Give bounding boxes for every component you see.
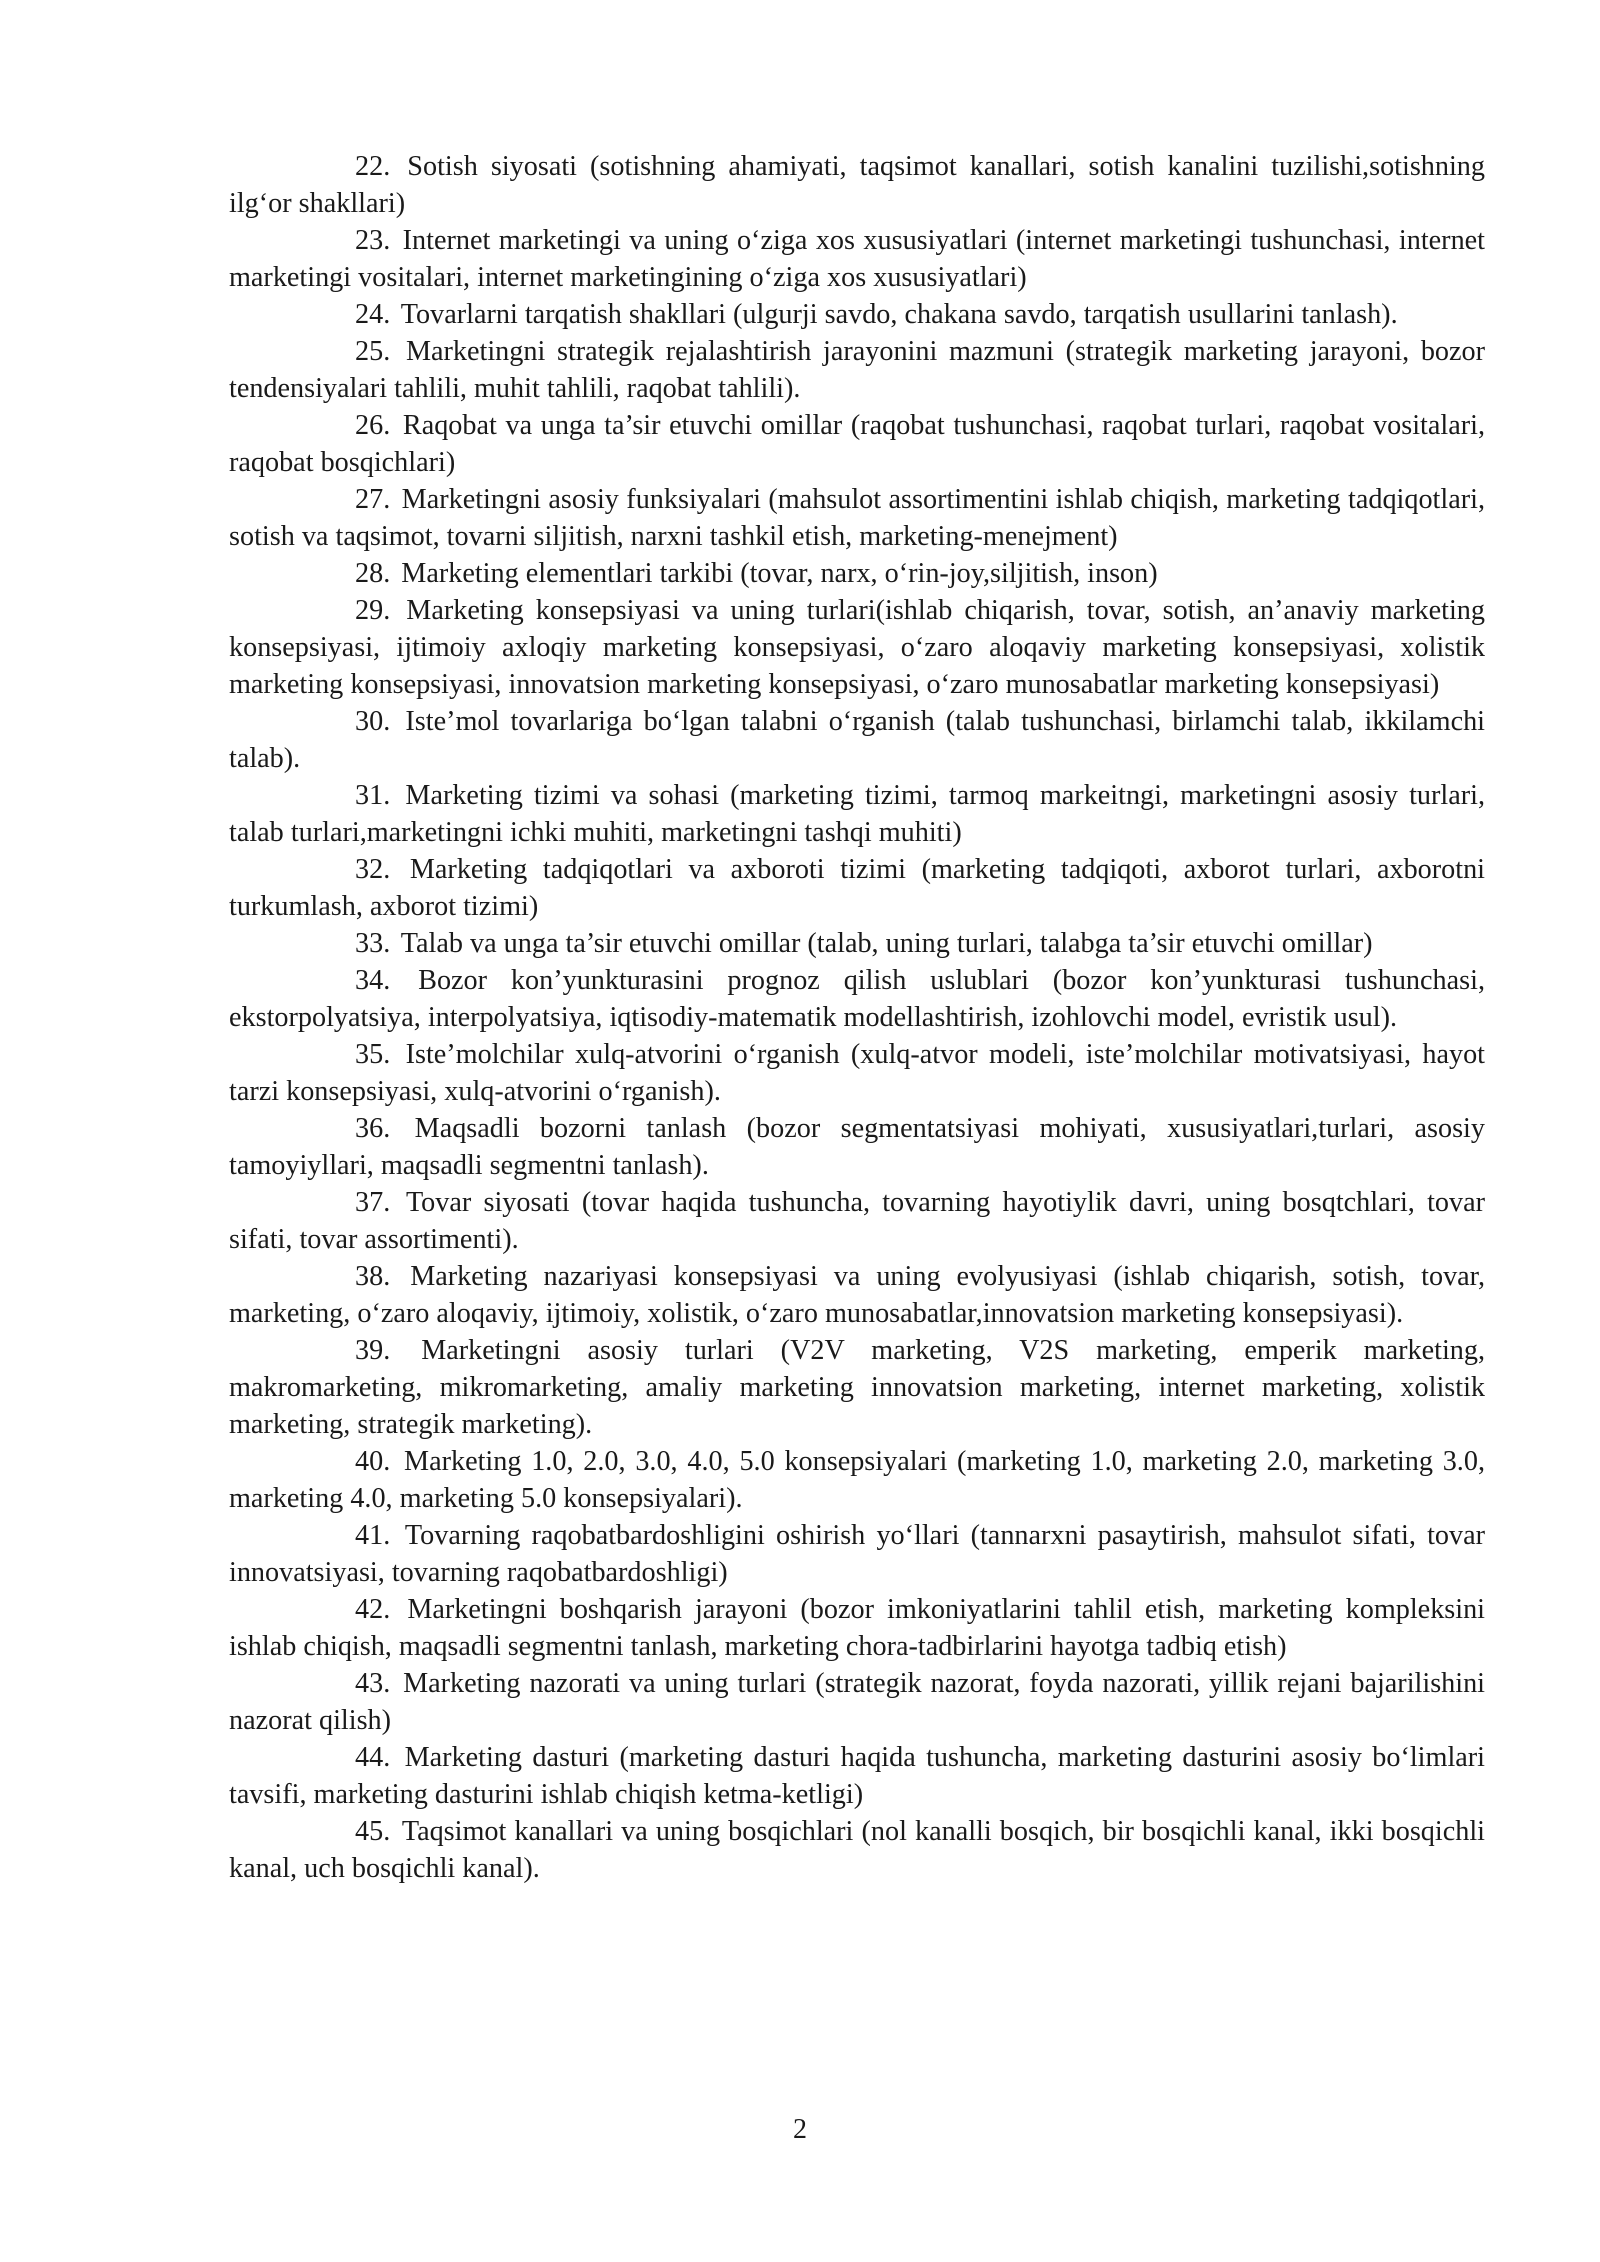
item-text: Tovarlarni tarqatish shakllari (ulgurji savdo, chakana savdo, tarqatish usullarini tanlash). (400, 299, 1398, 330)
item-text: Marketingni asosiy turlari (V2V marketing, V2S marketing, emperik marketing, makromarketing, mikromarketing, amaliy marketing innovatsion marketing, internet marketing, xolistik marketing, strategik marketing). (229, 1335, 1486, 1440)
item-number: 29. (355, 595, 391, 626)
item-number: 34. (355, 965, 391, 996)
item-text: Tovar siyosati (tovar haqida tushuncha, tovarning hayotiylik davri, uning bosqtchlari, tovar sifati, tovar assortimenti). (229, 1187, 1485, 1255)
item-number: 31. (355, 780, 391, 811)
item-number: 28. (355, 558, 391, 589)
item-number: 30. (355, 706, 391, 737)
list-item (229, 1110, 1485, 1184)
item-text: Maqsadli bozorni tanlash (bozor segmentatsiyasi mohiyati, xususiyatlari,turlari, asosiy tamoyiyllari, maqsadli segmentni tanlash). (229, 1113, 1485, 1181)
list-item (229, 1665, 1485, 1739)
list-item (229, 555, 1485, 592)
list-item (229, 1332, 1485, 1443)
list-item (229, 1184, 1485, 1258)
item-text: Talab va unga ta’sir etuvchi omillar (talab, uning turlari, talabga ta’sir etuvchi omillar) (400, 928, 1373, 959)
list-item (229, 148, 1485, 222)
item-number: 45. (355, 1816, 391, 1847)
item-text: Bozor kon’yunkturasini prognoz qilish uslublari (bozor kon’yunkturasi tushunchasi, ekstorpolyatsiya, interpolyatsiya, iqtisodiy-matematik modellashtirish, izohlovchi model, evristik usul). (229, 965, 1485, 1033)
item-number: 40. (355, 1446, 391, 1477)
item-number: 38. (355, 1261, 391, 1292)
list-item (229, 1591, 1485, 1665)
item-number: 32. (355, 854, 391, 885)
list-item (229, 296, 1485, 333)
item-text: Marketing tizimi va sohasi (marketing tizimi, tarmoq markeitngi, marketingni asosiy turlari, talab turlari,marketingni ichki muhiti, marketingni tashqi muhiti) (229, 780, 1486, 848)
list-item (229, 851, 1485, 925)
item-text: Marketing nazariyasi konsepsiyasi va uning evolyusiyasi (ishlab chiqarish, sotish, tovar, marketing, o‘zaro aloqaviy, ijtimoiy, xolistik, o‘zaro munosabatlar,innovatsion marketing konsepsiyasi). (229, 1261, 1485, 1329)
item-number: 43. (355, 1668, 391, 1699)
document-page (229, 148, 1485, 1887)
list-item (229, 777, 1485, 851)
item-text: Iste’mol tovarlariga bo‘lgan talabni o‘rganish (talab tushunchasi, birlamchi talab, ikkilamchi talab). (229, 706, 1486, 774)
list-item (229, 1813, 1485, 1887)
item-number: 42. (355, 1594, 391, 1625)
item-text: Sotish siyosati (sotishning ahamiyati, taqsimot kanallari, sotish kanalini tuzilishi,sotishning ilg‘or shakllari) (229, 151, 1485, 219)
item-text: Iste’molchilar xulq-atvorini o‘rganish (xulq-atvor modeli, iste’molchilar motivatsiyasi, hayot tarzi konsepsiyasi, xulq-atvorini o‘rganish). (229, 1039, 1485, 1107)
item-number: 22. (355, 151, 391, 182)
item-number: 41. (355, 1520, 391, 1551)
item-text: Marketing tadqiqotlari va axboroti tizimi (marketing tadqiqoti, axborot turlari, axborotni turkumlash, axborot tizimi) (229, 854, 1486, 922)
item-text: Marketingni strategik rejalashtirish jarayonini mazmuni (strategik marketing jarayoni, bozor tendensiyalari tahlili, muhit tahlili, raqobat tahlili). (229, 336, 1485, 404)
page-number: 2 (793, 2114, 807, 2145)
item-text: Taqsimot kanallari va uning bosqichlari (nol kanalli bosqich, bir bosqichli kanal, ikki bosqichli kanal, uch bosqichli kanal). (229, 1816, 1485, 1884)
list-item (229, 1739, 1485, 1813)
list-item (229, 481, 1485, 555)
item-text: Marketingni asosiy funksiyalari (mahsulot assortimentini ishlab chiqish, marketing tadqiqotlari, sotish va taqsimot, tovarni siljitish, narxni tashkil etish, marketing-menejment) (229, 484, 1485, 552)
item-number: 24. (355, 299, 391, 330)
list-item (229, 1517, 1485, 1591)
item-text: Marketing nazorati va uning turlari (strategik nazorat, foyda nazorati, yillik rejani bajarilishini nazorat qilish) (229, 1668, 1486, 1736)
item-number: 33. (355, 928, 391, 959)
list-item (229, 407, 1485, 481)
item-number: 23. (355, 225, 391, 256)
list-item (229, 1036, 1485, 1110)
list-item (229, 1258, 1485, 1332)
list-item (229, 1443, 1485, 1517)
item-text: Marketing elementlari tarkibi (tovar, narx, o‘rin-joy,siljitish, inson) (401, 558, 1158, 589)
item-text: Raqobat va unga ta’sir etuvchi omillar (raqobat tushunchasi, raqobat turlari, raqobat vositalari, raqobat bosqichlari) (229, 410, 1485, 478)
item-number: 39. (355, 1335, 391, 1366)
item-number: 36. (355, 1113, 391, 1144)
list-item (229, 925, 1485, 962)
item-number: 25. (355, 336, 391, 367)
item-number: 37. (355, 1187, 391, 1218)
item-text: Marketing konsepsiyasi va uning turlari(ishlab chiqarish, tovar, sotish, an’anaviy marketing konsepsiyasi, ijtimoiy axloqiy marketing konsepsiyasi, o‘zaro aloqaviy marketing konsepsiyasi, xolistik marketing konsepsiyasi, innovatsion marketing konsepsiyasi, o‘zaro munosabatlar marketing konsepsiyasi) (229, 595, 1485, 700)
item-text: Marketingni boshqarish jarayoni (bozor imkoniyatlarini tahlil etish, marketing kompleksini ishlab chiqish, maqsadli segmentni tanlash, marketing chora-tadbirlarini hayotga tadbiq etish) (229, 1594, 1486, 1662)
item-number: 27. (355, 484, 391, 515)
item-number: 26. (355, 410, 391, 441)
item-number: 44. (355, 1742, 391, 1773)
list-item (229, 703, 1485, 777)
item-number: 35. (355, 1039, 391, 1070)
item-text: Marketing dasturi (marketing dasturi haqida tushuncha, marketing dasturini asosiy bo‘limlari tavsifi, marketing dasturini ishlab chiqish ketma-ketligi) (229, 1742, 1485, 1810)
list-item (229, 962, 1485, 1036)
item-text: Tovarning raqobatbardoshligini oshirish yo‘llari (tannarxni pasaytirish, mahsulot sifati, tovar innovatsiyasi, tovarning raqobatbardoshligi) (229, 1520, 1485, 1588)
item-text: Marketing 1.0, 2.0, 3.0, 4.0, 5.0 konsepsiyalari (marketing 1.0, marketing 2.0, marketing 3.0, marketing 4.0, marketing 5.0 konsepsiyalari). (229, 1446, 1485, 1514)
list-item (229, 222, 1485, 296)
list-item (229, 592, 1485, 703)
list-item (229, 333, 1485, 407)
item-text: Internet marketingi va uning o‘ziga xos xususiyatlari (internet marketingi tushunchasi, internet marketingi vositalari, internet marketingining o‘ziga xos xususiyatlari) (229, 225, 1486, 293)
